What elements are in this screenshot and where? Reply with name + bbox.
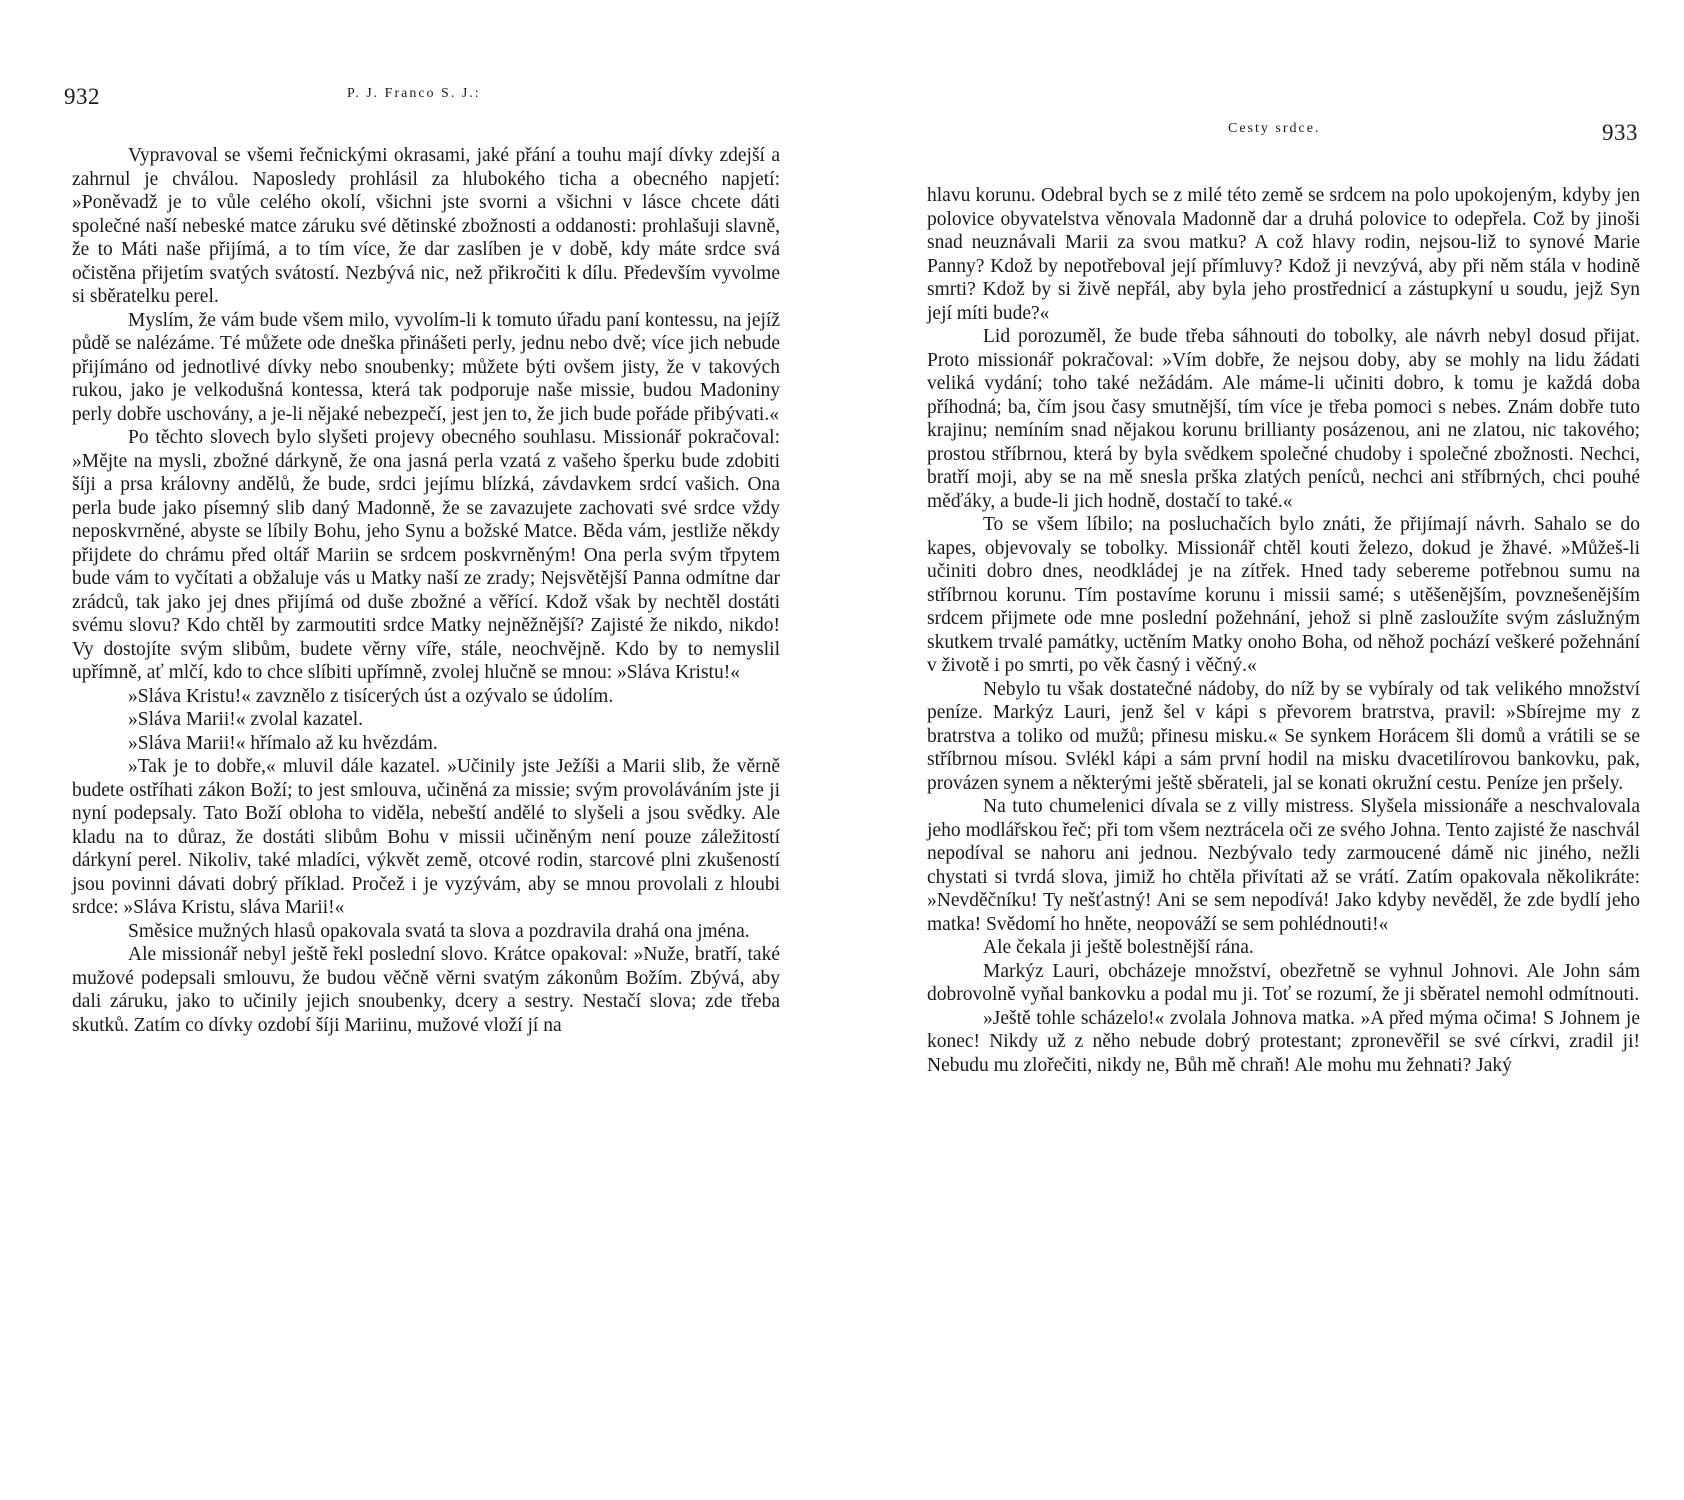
paragraph: Myslím, že vám bude všem milo, vyvolím-li k tomuto úřadu paní kontessu, na jejíž půdě se nalézáme. Té můžete ode dneška přinášeti perly, jednu nebo dvě; více jich nebude přijímáno od jednotlivé dívky nebo snoubenky; můžete býti ovšem jisty, že v takových rukou, jako je velkodušná kontessa, která tak podporuje naše missie, budou Madoniny perly dobře uschovány, a je-li nějaké nebezpečí, jest jen to, že jich bude pořáde přibývati.« — [72, 309, 780, 425]
paragraph: Nebylo tu však dostatečné nádoby, do níž by se vybíraly od tak velikého množství peníze. Markýz Lauri, jenž šel v kápi s převorem bratrstva, pravil: »Sbírejme my z bratrstva a toliko od mužů; přinesu misku.« Se synkem Horácem šli domů a vrátili se se stříbrnou mísou. Svlékl kápi a sám první hodil na misku dvacetilírovou bankovku, pak, provázen synem a některými ještě sběrateli, jal se konati okružní cestu. Peníze jen pršely. — [927, 678, 1640, 794]
running-head: P. J. Franco S. J.: — [347, 86, 481, 101]
paragraph: Směsice mužných hlasů opakovala svatá ta slova a pozdravila drahá ona jména. — [128, 920, 750, 942]
paragraph: Na tuto chumelenici dívala se z villy mistress. Slyšela missionáře a neschvalovala jeho modlářskou řeč; při tom všem neztrácela oči ze svého Johna. Tento zajisté že naschvál nepodíval se nahoru ani jednou. Nezbývalo tedy zarmoucené dámě nic jiného, nežli chystati si tvrdá slova, jimiž ho chtěla přivítati až se vrátí. Zatím opakovala několikráte: »Nevděčníku! Ty nešťastný! Ani se sem nepodívá! Jako kdyby nevěděl, že zde bydlí jeho matka! Svědomí ho hněte, neopováží se sem pohlédnouti!« — [927, 796, 1640, 935]
paragraph: »Sláva Marii!« zvolal kazatel. — [128, 709, 363, 730]
paragraph: Po těchto slovech bylo slyšeti projevy obecného souhlasu. Missionář pokračoval: »Mějte na mysli, zbožné dárkyně, že ona jasná perla vzatá z vašeho šperku bude zdobiti šíji a prsa královny andělů, že bude, srdci jejímu blízká, závdavkem srdcí vašich. Ona perla bude jako písemný slib daný Madonně, že se zavazujete zachovati své srdce vždy neposkvrněné, abyste se líbily Bohu, jeho Synu a božské Matce. Běda vám, jestliže někdy přijdete do chrámu před oltář Mariin se srdcem poskvrněným! Ona perla svým třpytem bude vám to vyčítati a obžaluje vás u Matky naší ze zrady; Nejsvětější Panna odmítne dar zrádců, tak jako jej dnes přijímá od duše zbožné a věřící. Kdož však by nechtěl dostáti svému slovu? Kdo chtěl by zarmoutiti srdce Matky nejněžnější? Zajisté že nikdo, nikdo! Vy dostojíte svým slibům, budete věrny víře, stále, neochvějně. Kdo by to nemyslil upřímně, ať mlčí, kdo to chce slíbiti upřímně, zvolej hlučně se mnou: »Sláva Kristu!« — [72, 427, 780, 683]
right-page — [842, 0, 1684, 1500]
body-text — [72, 144, 780, 1037]
page-number: 932 — [64, 84, 100, 109]
paragraph: Markýz Lauri, obcházeje množství, obezřetně se vyhnul Johnovi. Ale John sám dobrovolně vyňal bankovku a podal mu ji. Toť se rozumí, že ji sběratel nemohl odmítnouti. — [927, 960, 1640, 1005]
paragraph: »Tak je to dobře,« mluvil dále kazatel. »Učinily jste Ježíši a Marii slib, že věrně budete ostříhati zákon Boží; to jest smlouva, učiněná za missie; svým provoláváním jste ji nyní podepsaly. Tato Boží obloha to viděla, nebeští andělé to slyšeli a jsou svědky. Ale kladu na to důraz, že dostáti slibům Bohu v missii učiněným není pouze záležitostí dárkyní perel. Nikoliv, také mladíci, výkvět země, otcové rodin, starcové plni zkušeností jsou povinni dávati dobrý příklad. Pročež i je vyzývám, aby se mnou provolali z hloubi srdce: »Sláva Kristu, sláva Marii!« — [72, 756, 780, 918]
paragraph: »Sláva Kristu!« zavznělo z tisícerých úst a ozývalo se údolím. — [128, 685, 614, 707]
paragraph: Lid porozuměl, že bude třeba sáhnouti do tobolky, ale návrh nebyl dosud přijat. Proto missionář pokračoval: »Vím dobře, že nejsou doby, aby se mohly na lidu žádati veliká vydání; toho také nežádám. Ale máme-li učiniti dobro, k tomu je každá doba příhodná; ba, čím jsou časy smutnější, tím více je třeba pomoci s nebes. Znám dobře tuto krajinu; nemíním snad nějakou korunu brillianty posázenou, ani ne zlatou, nic takového; prostou stříbrnou, která by byla svědkem společné chudoby i společné zbožnosti. Nechci, bratří moji, aby se na mě snesla prška zlatých peníců, nechci ani stříbrných, chci pouhé měďáky, a bude-li jich hodně, dostačí to také.« — [927, 326, 1640, 512]
paragraph: »Sláva Marii!« hřímalo až ku hvězdám. — [128, 732, 438, 754]
page-number: 933 — [1602, 120, 1638, 145]
paragraph: hlavu korunu. Odebral bych se z milé této země se srdcem na polo upokojeným, kdyby jen polovice obyvatelstva věnovala Madonně dar a druhá polovice to odepřela. Což by jinoši snad neuznávali Marii za svou matku? A což hlavy rodin, nejsou-liž to synové Marie Panny? Kdož by nepotřeboval její přímluvy? Kdož ji nevzývá, aby při něm stála v hodině smrti? Kdož by si živě nepřál, aby byla jeho prostřednicí a zástupkyní u soudu, jejž Syn její míti bude?« — [927, 185, 1640, 324]
body-text — [927, 184, 1640, 1077]
paragraph: To se všem líbilo; na posluchačích bylo znáti, že přijímají návrh. Sahalo se do kapes, objevovaly se tobolky. Missionář chtěl kouti železo, dokud je žhavé. »Můžeš-li učiniti dobro dnes, neodkládej je na zítřek. Hned tady sebereme potřebnou sumu na stříbrnou korunu. Tím postavíme korunu i missii samé; s utěšenějším, povznešenějším srdcem přijmete ode mne poslední požehnání, jehož si plně zasloužíte svým záslužným skutkem trvalé památky, uctěním Matky onoho Boha, od něhož pochází veškeré požehnání v životě i po smrti, po věk časný i věčný.« — [927, 514, 1640, 676]
paragraph: Ale čekala ji ještě bolestnější rána. — [983, 937, 1254, 958]
running-head: Cesty srdce. — [1228, 121, 1321, 136]
paragraph: »Ještě tohle scházelo!« zvolala Johnova matka. »A před mýma očima! S Johnem je konec! Nikdy už z něho nebude dobrý protestant; zpronevěřil se své církvi, zradil ji! Nebudu mu zlořečiti, nikdy ne, Bůh mě chraň! Ale mohu mu žehnati? Jaký — [927, 1007, 1640, 1076]
paragraph: Vypravoval se všemi řečnickými okrasami, jaké přání a touhu mají dívky zdejší a zahrnul je chválou. Naposledy prohlásil za hlubokého ticha a obecného napjetí: »Poněvadž je to vůle celého okolí, všichni jste svorni a všichni v lásce chcete dáti společné naší nebeské matce záruku své dětinské zbožnosti a oddanosti: prohlašuji slavně, že to Máti naše přijímá, a to tím více, že dar zaslíben je v době, kdy máte srdce svá očistěna přijetím svatých svátostí. Nezbývá nic, než přikročiti k dílu. Především vyvolme si sběratelku perel. — [72, 145, 780, 307]
paragraph: Ale missionář nebyl ještě řekl poslední slovo. Krátce opakoval: »Nuže, bratří, také mužové podepsali smlouvu, že budou věčně věrni svatým zákonům Božím. Zbývá, aby dali záruku, jako to učinily jejich snoubenky, dcery a sestry. Nestačí slova; zde třeba skutků. Zatím co dívky ozdobí šíji Mariinu, mužové vloží jí na — [72, 944, 780, 1036]
